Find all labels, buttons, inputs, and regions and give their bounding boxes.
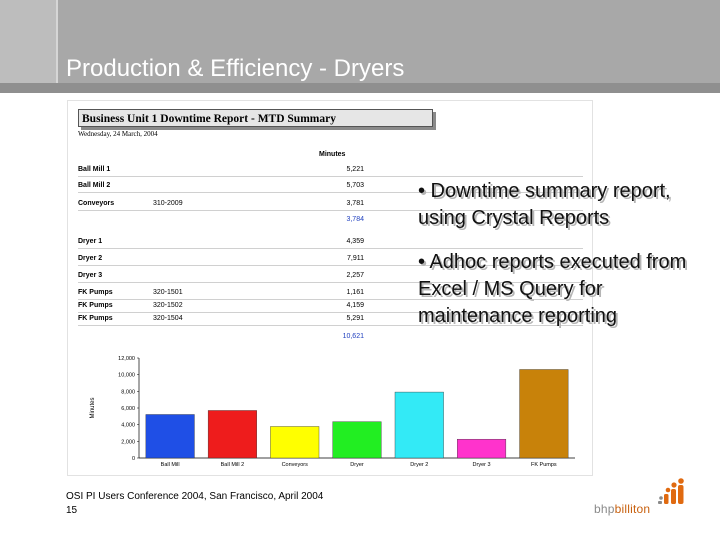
x-tick-label: Dryer 3 — [472, 462, 491, 468]
x-tick-label: Conveyors — [281, 462, 308, 468]
row-minutes: 3,781 — [346, 200, 364, 207]
y-tick-label: 2,000 — [121, 439, 135, 446]
row-code: 320-1504 — [153, 315, 183, 322]
row-code: 310-2009 — [153, 200, 183, 207]
y-tick-label: 0 — [131, 456, 135, 462]
row-code: 320-1502 — [153, 302, 183, 309]
report-title: Business Unit 1 Downtime Report - MTD Summary — [78, 109, 433, 127]
row-minutes: 5,703 — [346, 182, 364, 189]
chart-bar — [333, 422, 382, 458]
row-name: Ball Mill 1 — [78, 166, 111, 173]
row-code: 320-1501 — [153, 289, 183, 296]
footer — [66, 490, 323, 518]
slide-title: Production & Efficiency - Dryers — [66, 55, 405, 82]
y-tick-label: 8,000 — [121, 389, 135, 396]
row-minutes: 4,159 — [346, 302, 364, 309]
minutes-column-header: Minutes — [319, 151, 346, 158]
subtotal-value: 3,784 — [346, 216, 364, 223]
row-name: Ball Mill 2 — [78, 182, 111, 189]
row-minutes: 7,911 — [347, 255, 364, 262]
y-tick-label: 12,000 — [118, 356, 135, 362]
row-minutes: 2,257 — [346, 272, 364, 279]
x-tick-label: Ball Mill — [160, 462, 180, 468]
report-date: Wednesday, 24 March, 2004 — [78, 130, 158, 138]
table-row — [78, 164, 583, 177]
logo-wordmark — [594, 502, 650, 516]
x-tick-label: Dryer 2 — [410, 462, 429, 468]
title-bar-notch — [0, 0, 58, 93]
page-number: 15 — [66, 505, 78, 516]
row-name: Dryer 2 — [78, 255, 103, 262]
row-minutes: 4,359 — [346, 238, 364, 245]
row-minutes: 1,161 — [346, 289, 364, 296]
row-name: FK Pumps — [78, 302, 113, 309]
row-name: FK Pumps — [78, 289, 113, 296]
title-bar-divider — [56, 0, 58, 93]
bullet-list — [418, 178, 698, 328]
row-name: Dryer 1 — [78, 238, 103, 245]
row-minutes: 5,221 — [346, 166, 364, 173]
conference-text: OSI PI Users Conference 2004, San Francisco, April 2004 — [66, 491, 324, 502]
chart-bar — [395, 392, 444, 458]
chart-bar — [457, 439, 506, 458]
downtime-bar-chart — [85, 352, 585, 474]
subtotal-value: 10,621 — [342, 333, 364, 340]
y-tick-label: 10,000 — [118, 372, 135, 379]
chart-bar — [270, 426, 319, 458]
chart-bar — [208, 410, 257, 458]
logo-text-billiton: billiton — [614, 502, 651, 516]
y-axis-label: Minutes — [90, 397, 96, 419]
chart-bar — [520, 369, 569, 458]
x-tick-label: Dryer — [350, 462, 364, 468]
bullet-item: • Adhoc reports executed from Excel / MS Query for maintenance reporting — [418, 251, 687, 327]
title-bar-strip — [0, 83, 720, 93]
row-name: FK Pumps — [78, 315, 113, 322]
chart-bar — [146, 414, 195, 458]
row-name: Dryer 3 — [78, 272, 103, 279]
y-tick-label: 4,000 — [121, 422, 135, 429]
logo-text-bhp: bhp — [594, 502, 615, 516]
bullet-item: • Downtime summary report, using Crystal Reports — [418, 180, 671, 229]
x-tick-label: Ball Mill 2 — [220, 462, 245, 468]
y-tick-label: 6,000 — [121, 406, 135, 412]
row-name: Conveyors — [78, 200, 115, 207]
row-minutes: 5,291 — [346, 315, 364, 322]
x-tick-label: FK Pumps — [531, 462, 557, 468]
